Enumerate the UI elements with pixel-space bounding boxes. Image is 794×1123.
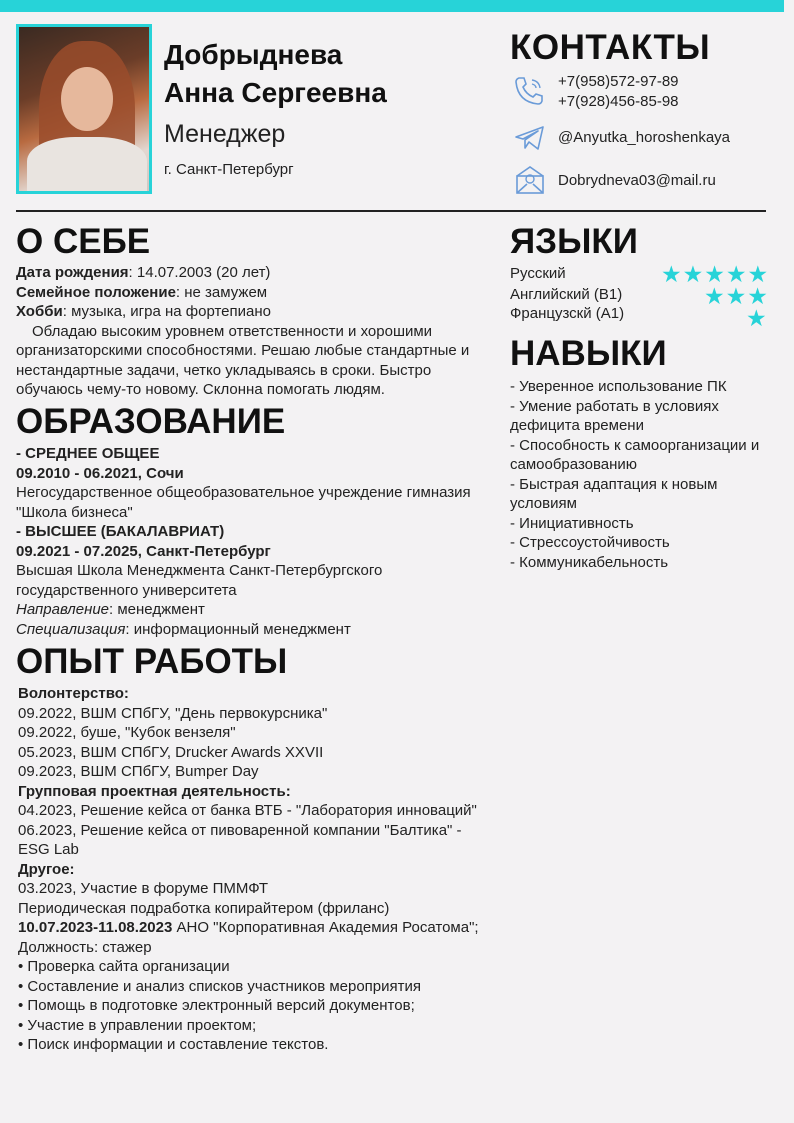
skills-list	[510, 377, 780, 572]
language-name: Французскй (A1)	[510, 305, 625, 322]
family-label: Семейное положение	[16, 283, 176, 301]
volunteer-item: 09.2022, ВШМ СПбГУ, "День первокурсника"	[18, 704, 328, 722]
job-duty: • Участие в управлении проектом;	[18, 1016, 257, 1034]
specialization-value: : информационный менеджмент	[125, 620, 351, 638]
language-rating-stars: ★	[746, 305, 768, 331]
job-title: Менеджер	[164, 120, 286, 148]
group-projects-label: Групповая проектная деятельность:	[18, 782, 291, 800]
about-section	[16, 263, 496, 400]
job-duty: • Составление и анализ списков участников мероприятия	[18, 977, 422, 995]
group-project-item: 06.2023, Решение кейса от пивоваренной компании "Балтика" -	[18, 821, 462, 839]
other-item: Периодическая подработка копирайтером (фриланс)	[18, 899, 390, 917]
job-duty: • Помощь в подготовке электронный версий документов;	[18, 997, 415, 1014]
skill-item-cont: дефицита времени	[510, 417, 644, 434]
skill-item: - Быстрая адаптация к новым	[510, 475, 718, 493]
other-label: Другое:	[18, 860, 75, 878]
edu-level-2: - ВЫСШЕЕ (БАКАЛАВРИАТ)	[16, 523, 225, 540]
family-value: : не замужем	[175, 283, 268, 301]
telegram-icon	[514, 124, 546, 157]
job-organization: АНО "Корпоративная Академия Росатома";	[172, 919, 479, 936]
city: г. Санкт-Петербург	[164, 161, 294, 178]
contacts-heading: КОНТАКТЫ	[510, 28, 711, 67]
phone-number-2[interactable]: +7(928)456-85-98	[558, 93, 679, 110]
telegram-handle[interactable]: @Anyutka_horoshenkaya	[558, 129, 731, 146]
about-heading: О СЕБЕ	[16, 222, 151, 261]
volunteer-item: 05.2023, ВШМ СПбГУ, Drucker Awards XXVII	[18, 743, 324, 761]
group-project-item-cont: ESG Lab	[18, 841, 79, 858]
job-dates: 10.07.2023-11.08.2023	[18, 919, 173, 936]
languages-heading: ЯЗЫКИ	[510, 222, 638, 261]
email-address[interactable]: Dobrydneva03@mail.ru	[558, 172, 716, 189]
header-divider	[16, 210, 766, 212]
phone-icon	[512, 74, 546, 113]
birth-value: : 14.07.2003 (20 лет)	[128, 264, 271, 281]
specialization-label: Специализация	[16, 620, 126, 638]
given-names: Анна Сергеевна	[164, 77, 387, 108]
about-text-2: организаторскими способностями. Решаю любые стандартные и	[16, 342, 470, 359]
skill-item: - Способность к самоорганизации и	[510, 436, 760, 454]
volunteer-label: Волонтерство:	[18, 685, 129, 702]
education-section	[16, 444, 506, 639]
about-text-1: Обладаю высоким уровнем ответственности и хорошими	[32, 322, 433, 340]
volunteer-item: 09.2023, ВШМ СПбГУ, Bumper Day	[18, 763, 259, 780]
skills-heading: НАВЫКИ	[510, 334, 667, 373]
language-name: Английский (B1)	[510, 286, 623, 303]
job-duty: • Проверка сайта организации	[18, 958, 230, 975]
full-name	[164, 36, 387, 112]
group-project-item: 04.2023, Решение кейса от банка ВТБ - "Лаборатория инноваций"	[18, 802, 477, 819]
mail-icon	[514, 164, 546, 201]
top-accent-bar	[0, 0, 784, 12]
other-item: 03.2023, Участие в форуме ПММФТ	[18, 880, 268, 897]
edu-level-1: - СРЕДНЕЕ ОБЩЕЕ	[16, 445, 160, 462]
about-text-4: обучаюсь чему-то новому. Склонна помогать людям.	[16, 381, 385, 398]
skill-item-cont: условиям	[510, 495, 577, 512]
skill-item: - Умение работать в условиях	[510, 397, 719, 415]
direction-label: Направление	[16, 601, 110, 618]
experience-heading: ОПЫТ РАБОТЫ	[16, 642, 288, 681]
edu-dates-2: 09.2021 - 07.2025, Санкт-Петербург	[16, 542, 271, 560]
profile-photo	[16, 24, 152, 194]
about-text-3: нестандартные задачи, четко укладываясь в сроки. Быстро	[16, 361, 432, 379]
edu-school-2: Высшая Школа Менеджмента Санкт-Петербургского	[16, 562, 383, 579]
skill-item: - Уверенное использование ПК	[510, 378, 727, 395]
experience-section	[18, 684, 508, 1055]
edu-school-1b: "Школа бизнеса"	[16, 503, 133, 521]
skill-item: - Коммуникабельность	[510, 553, 669, 571]
education-heading: ОБРАЗОВАНИЕ	[16, 402, 286, 441]
edu-school-1: Негосударственное общеобразовательное учреждение гимназия	[16, 484, 471, 501]
hobby-label: Хобби	[16, 303, 63, 320]
phone-number-1[interactable]: +7(958)572-97-89	[558, 73, 679, 90]
skill-item: - Стрессоустойчивость	[510, 534, 670, 551]
direction-value: : менеджмент	[109, 601, 205, 618]
surname: Добрыднева	[164, 39, 343, 70]
job-duty: • Поиск информации и составление текстов.	[18, 1036, 329, 1053]
language-rating-stars: ★★★★★	[661, 261, 770, 287]
job-position: Должность: стажер	[18, 938, 152, 956]
language-name: Русский	[510, 265, 566, 282]
volunteer-item: 09.2022, буше, "Кубок вензеля"	[18, 724, 236, 741]
hobby-value: : музыка, игра на фортепиано	[62, 303, 271, 320]
edu-school-2b: государственного университета	[16, 581, 237, 599]
birth-label: Дата рождения	[16, 264, 129, 281]
edu-dates-1: 09.2010 - 06.2021, Сочи	[16, 464, 184, 482]
skill-item: - Инициативность	[510, 514, 634, 532]
skill-item-cont: самообразованию	[510, 456, 638, 473]
language-rating-stars: ★★★	[704, 283, 769, 309]
